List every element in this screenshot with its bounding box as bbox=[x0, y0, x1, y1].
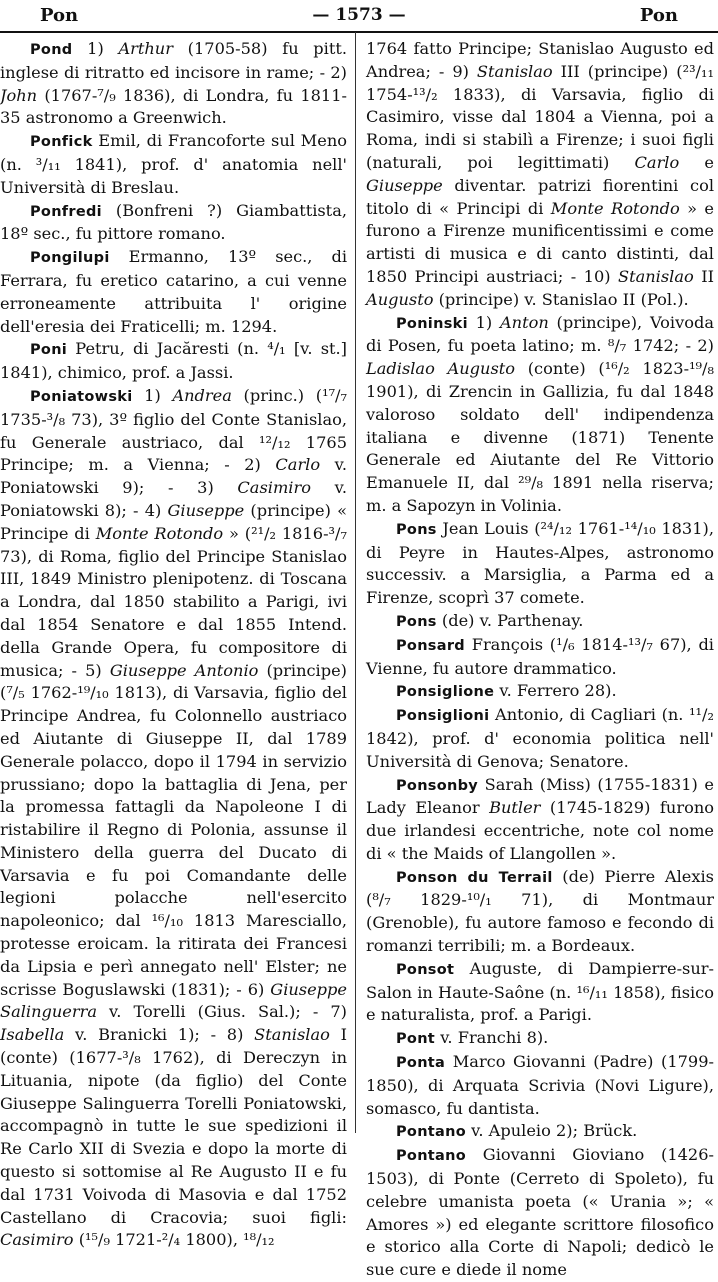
entry-text: I (conte) (1677-³/₈ 1762), di Dereczyn in Lituania, nipote (da figlio) del Conte Giuseppe Salinguerra Torelli Poniatowski, accompagnò in tutte le sue spedizioni il Re Carlo XII di Svezia e dopo la morte di questo si sottomise al Re Augusto II e fu dal 1731 Voivoda di Masovia e dal 1752 Castellano di Cracovia; suoi figli: bbox=[0, 1025, 347, 1227]
entry-headword: Poniatowski bbox=[30, 388, 133, 405]
entry-text: (principe) « Principe di bbox=[0, 500, 347, 543]
page-number: — 1573 — bbox=[312, 5, 406, 25]
entry-text: v. Branicki 1); - 8) bbox=[64, 1025, 255, 1045]
dictionary-entry bbox=[366, 1051, 714, 1120]
dictionary-entry bbox=[0, 385, 347, 1252]
header-left-guideword: Pon bbox=[40, 4, 79, 26]
italic-text: Butler bbox=[489, 798, 541, 818]
entry-text: v. Poniatowski 9); - 3) bbox=[0, 455, 348, 498]
italic-text: Casimiro bbox=[237, 478, 311, 498]
entry-text: (principe) (⁷/₅ 1762-¹⁹/₁₀ 1813), di Varsavia, figlio del Principe Andrea, fu Colonnello austriaco ed Aiutante di Giuseppe II, dal 1789 Generale polacco, dopo il 1794 in servizio prussiano; dopo la battaglia di Jena, per la promessa fattagli da Napoleone I di ristabilire il Regno di Polonia, assunse il Ministero della guerra del Ducato di Varsavia e fu poi Comandante delle legioni polacche nell'esercito napoleonico; dal ¹⁶/₁₀ 1813 Maresciallo, protesse eroicam. la ritirata dei Francesi da Lipsia e perì annegato nell' Elster; ne scrisse Boguslawski (1831); - 6) bbox=[0, 660, 347, 999]
entry-text: 1) bbox=[467, 312, 500, 332]
dictionary-entry bbox=[366, 774, 714, 866]
dictionary-entry bbox=[366, 518, 714, 610]
entry-text: II bbox=[693, 266, 714, 286]
entry-text: III (principe) (²³/₁₁ 1754-¹³/₂ 1833), di Varsavia, figlio di Casimiro, visse dal 1804 a Vienna, poi a Roma, indi si stabilì a Firenze; i suoi figli (naturali, poi legittimati) bbox=[366, 61, 714, 172]
dictionary-entry bbox=[366, 704, 714, 773]
entry-text: Ermanno, 13º sec., di Ferrara, fu eretico catarino, a cui venne erroneamente attribuita l' origine dell'eresia dei Fraticelli; m. 1294. bbox=[0, 247, 347, 336]
italic-text: Giuseppe Antonio bbox=[109, 660, 259, 680]
entry-text: e bbox=[679, 152, 714, 172]
entry-text: (1767-⁷/₉ 1836), di Londra, fu 1811-35 astronomo a Greenwich. bbox=[0, 85, 347, 128]
italic-text: Casimiro bbox=[0, 1230, 74, 1250]
entry-text: 1) bbox=[72, 39, 119, 58]
entry-text: (de) v. Parthenay. bbox=[436, 610, 584, 630]
italic-text: Arthur bbox=[118, 39, 173, 58]
entry-text: Sarah (Miss) (1755-1831) e Lady Eleanor bbox=[366, 774, 714, 818]
entry-text: Auguste, di Dampierre-sur-Salon in Haute-Saône (n. ¹⁶/₁₁ 1858), fisico e naturalista, prof. a Parigi. bbox=[366, 958, 714, 1025]
entry-headword: Ponfredi bbox=[30, 203, 102, 220]
dictionary-entry bbox=[366, 680, 714, 704]
entry-text: (¹⁵/₉ 1721-²/₄ 1800), ¹⁸/₁₂ bbox=[73, 1230, 275, 1250]
entry-headword: Ponsiglioni bbox=[396, 708, 490, 725]
entry-text: (princ.) (¹⁷/₇ 1735-³/₈ 73), 3º figlio del Conte Stanislao, fu Generale austriaco, dal ¹²/₁₂ 1765 Principe; m. a Vienna; - 2) bbox=[0, 385, 347, 475]
dictionary-entry bbox=[366, 958, 714, 1027]
right-column bbox=[366, 38, 714, 1280]
entry-text: (1705-58) fu pitt. inglese di ritratto ed incisore in rame; - 2) bbox=[0, 39, 347, 82]
entry-text: Petru, di Jacăresti (n. ⁴/₁ [v. st.] 1841), chimico, prof. a Jassi. bbox=[0, 339, 347, 383]
italic-text: Stanislao bbox=[618, 266, 694, 286]
entry-text: 1) bbox=[132, 385, 173, 405]
entry-headword: Poni bbox=[30, 342, 68, 359]
entry-headword: Ponsot bbox=[396, 961, 455, 978]
entry-headword: Pons bbox=[396, 613, 437, 630]
running-header bbox=[0, 0, 718, 30]
entry-text: » e furono a Firenze munificentissimi e come artisti di musica e di canto distinti, dal 1850 Principi austriaci; - 10) bbox=[366, 198, 714, 286]
dictionary-entry bbox=[366, 1120, 714, 1144]
entry-text: v. Franchi 8). bbox=[435, 1028, 549, 1048]
dictionary-entry bbox=[366, 1027, 714, 1051]
entry-text: (principe) v. Stanislao II (Pol.). bbox=[433, 289, 689, 309]
entry-text: Marco Giovanni (Padre) (1799-1850), di Arquata Scrivia (Novi Ligure), somasco, fu dantista. bbox=[366, 1052, 714, 1118]
entry-text: Jean Louis (²⁴/₁₂ 1761-¹⁴/₁₀ 1831), di Peyre in Hautes-Alpes, astronomo successiv. a Marsiglia, a Parma ed a Firenze, scoprì 37 comete. bbox=[366, 518, 714, 608]
dictionary-entry bbox=[366, 312, 714, 518]
column-divider bbox=[355, 32, 356, 1133]
entry-headword: Pontano bbox=[396, 1148, 467, 1165]
italic-text: Augusto bbox=[366, 289, 434, 309]
entry-text: v. Ferrero 28). bbox=[494, 681, 617, 701]
entry-text: (conte) (¹⁶/₂ 1823-¹⁹/₈ 1901), di Zrencin in Gallizia, fu dal 1848 valoroso soldato dell' indipendenza italiana e divenne (1871) Tenente Generale ed Aiutante del Re Vittorio Emanuele II, dal ²⁹/₈ 1891 nella riserva; m. a Sapozyn in Volinia. bbox=[366, 359, 714, 515]
entry-headword: Ponsiglione bbox=[396, 684, 495, 701]
italic-text: Andrea bbox=[172, 385, 232, 405]
entry-text: v. Torelli (Gius. Sal.); - 7) bbox=[97, 1002, 347, 1022]
entry-headword: Poninski bbox=[396, 315, 468, 332]
entry-text: (de) Pierre Alexis (⁸/₇ 1829-¹⁰/₁ 71), di Montmaur (Grenoble), fu autore famoso e fecondo di romanzi terribili; m. a Bordeaux. bbox=[366, 866, 714, 956]
entry-headword: Ponfick bbox=[30, 134, 93, 151]
entry-continuation bbox=[366, 38, 714, 312]
entry-text: (1745-1829) furono due irlandesi eccentriche, note col nome di « the Maids of Llangollen ». bbox=[366, 798, 714, 863]
header-rule bbox=[0, 31, 718, 33]
dictionary-entry bbox=[366, 634, 714, 681]
entry-text: 1764 fatto Principe; Stanislao Augusto ed Andrea; - 9) bbox=[366, 39, 714, 81]
italic-text: Anton bbox=[499, 312, 549, 332]
italic-text: John bbox=[0, 85, 38, 105]
dictionary-entry bbox=[366, 1144, 714, 1282]
dictionary-entry bbox=[0, 246, 347, 338]
entry-text: » (²¹/₂ 1816-³/₇ 73), di Roma, figlio del Principe Stanislao III, 1849 Ministro plenipotenz. di Toscana a Londra, dal 1850 stabilito a Parigi, ivi dal 1854 Senatore e dal 1855 Intend. della Grande Opera, fu compositore di musica; - 5) bbox=[0, 523, 347, 680]
header-right-guideword: Pon bbox=[639, 4, 678, 26]
italic-text: Stanislao bbox=[254, 1025, 330, 1045]
entry-text: v. Poniatowski 8); - 4) bbox=[0, 478, 347, 520]
entry-text: François (¹/₆ 1814-¹³/₇ 67), di Vienne, fu autore drammatico. bbox=[366, 634, 714, 678]
dictionary-entry bbox=[0, 338, 347, 385]
entry-text: diventar. patrizi fiorentini col titolo di « Principi di bbox=[366, 175, 714, 218]
italic-text: Ladislao Augusto bbox=[366, 359, 516, 379]
entry-text: Antonio, di Cagliari (n. ¹¹/₂ 1842), prof. d' economia politica nell' Università di Genova; Senatore. bbox=[366, 705, 714, 771]
entry-headword: Pont bbox=[396, 1031, 436, 1048]
italic-text: Monte Rotondo bbox=[95, 523, 224, 543]
entry-headword: Pontano bbox=[396, 1124, 467, 1141]
entry-text: (principe), Voivoda di Posen, fu poeta latino; m. ⁸/₇ 1742; - 2) bbox=[366, 312, 714, 356]
italic-text: Giuseppe bbox=[167, 500, 245, 520]
italic-text: Giuseppe Salinguerra bbox=[0, 979, 347, 1022]
entry-text: Emil, di Francoforte sul Meno (n. ³/₁₁ 1841), prof. d' anatomia nell' Università di Breslau. bbox=[0, 131, 347, 197]
entry-headword: Ponsard bbox=[396, 637, 465, 654]
entry-text: v. Apuleio 2); Brück. bbox=[466, 1121, 638, 1141]
left-column bbox=[0, 38, 348, 1250]
dictionary-entry bbox=[366, 610, 714, 634]
italic-text: Giuseppe bbox=[366, 175, 443, 195]
italic-text: Isabella bbox=[0, 1025, 65, 1045]
italic-text: Carlo bbox=[275, 455, 321, 475]
italic-text: Stanislao bbox=[476, 61, 553, 81]
italic-text: Carlo bbox=[634, 152, 680, 172]
dictionary-entry bbox=[0, 130, 347, 199]
entry-headword: Ponsonby bbox=[396, 777, 479, 794]
dictionary-entry bbox=[0, 200, 347, 247]
entry-headword: Pongilupi bbox=[30, 250, 110, 267]
entry-text: (Bonfreni ?) Giambattista, 18º sec., fu pittore romano. bbox=[0, 200, 347, 244]
entry-headword: Ponson du Terrail bbox=[396, 869, 553, 886]
entry-headword: Ponta bbox=[396, 1055, 446, 1072]
dictionary-entry bbox=[366, 866, 714, 958]
italic-text: Monte Rotondo bbox=[550, 198, 680, 218]
entry-text: Giovanni Gioviano (1426-1503), di Ponte (Cerreto di Spoleto), fu celebre umanista poeta (« Urania »; « Amores ») ed elegante scrittore filosofico e storico alla Corte di Napoli; dedicò le sue cure e diede il nome bbox=[366, 1145, 714, 1280]
dictionary-entry bbox=[0, 38, 347, 130]
entry-headword: Pond bbox=[30, 42, 73, 58]
entry-headword: Pons bbox=[396, 521, 437, 538]
